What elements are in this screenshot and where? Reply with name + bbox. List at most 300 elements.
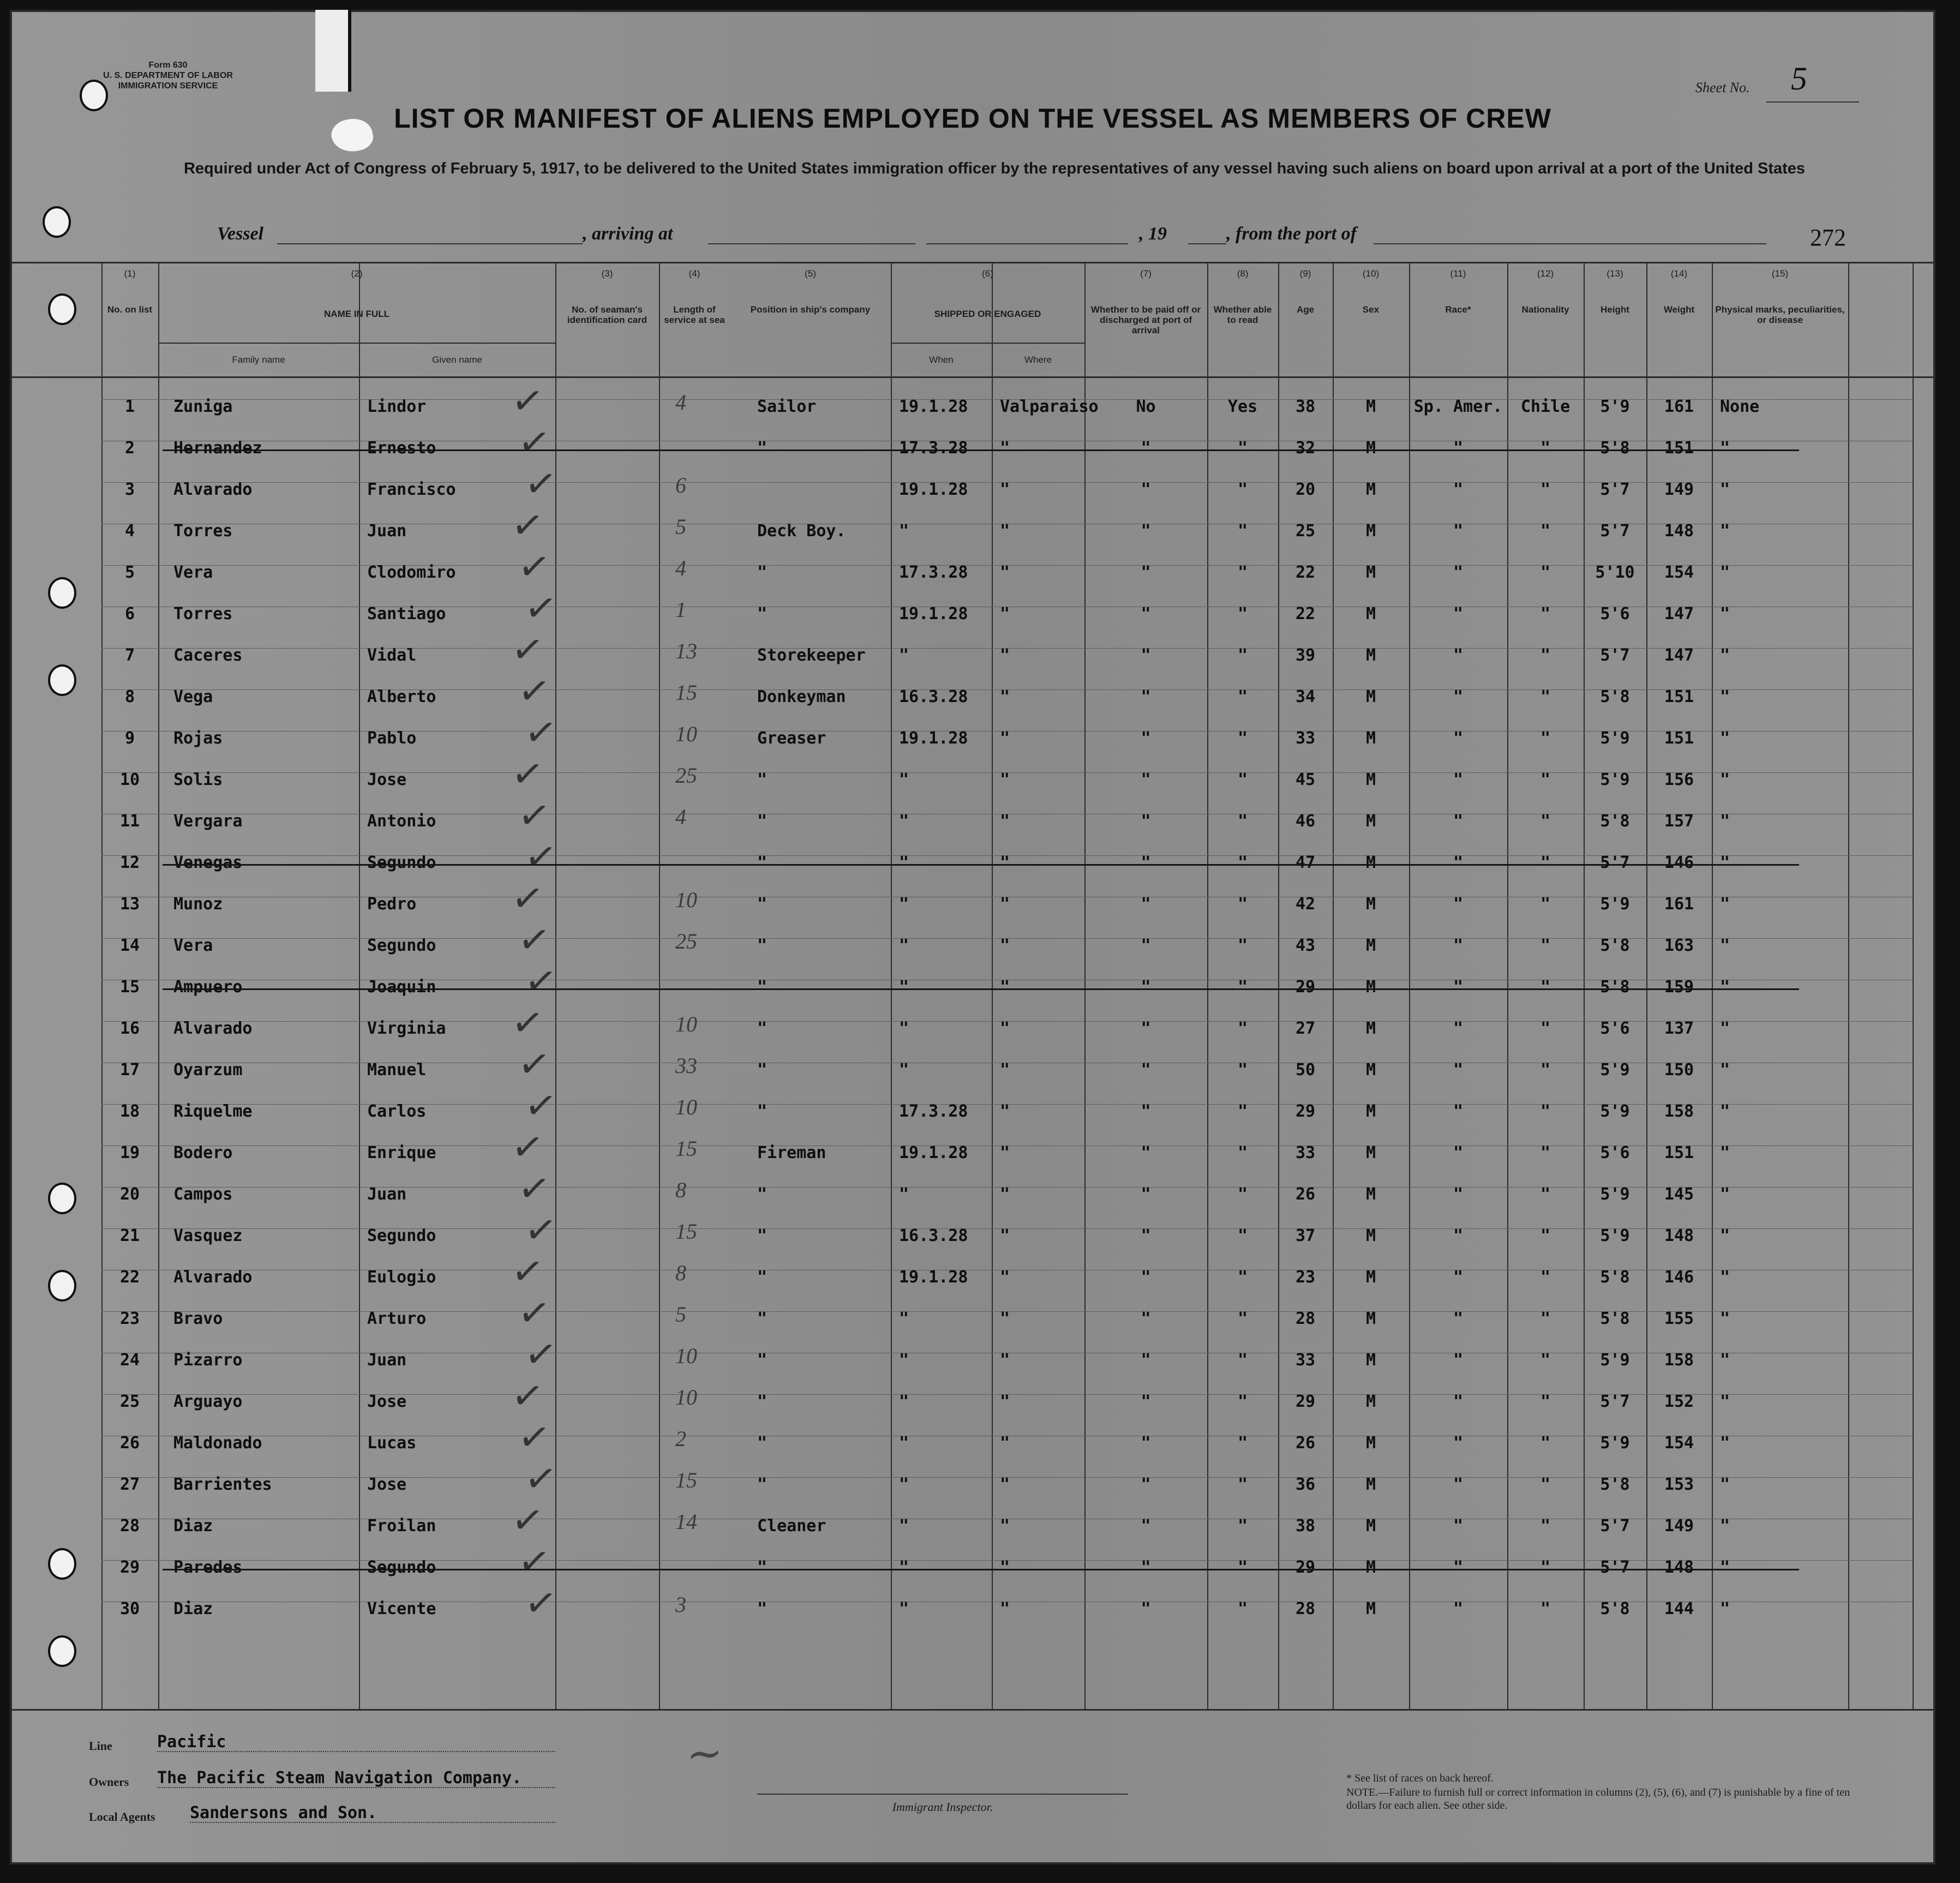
check-mark-icon: ✓ [515, 542, 554, 591]
cell-age: 29 [1295, 1558, 1316, 1577]
cell-service: 15 [675, 680, 697, 705]
cell-height: 5'9 [1600, 1102, 1630, 1121]
cell-height: 5'7 [1600, 853, 1630, 872]
column-header: Sex [1362, 304, 1380, 315]
cell-family: Zuniga [173, 397, 233, 416]
cell-no: 16 [119, 1019, 140, 1038]
cell-sex: M [1365, 729, 1376, 748]
cell-no: 25 [119, 1392, 140, 1411]
column-header: NAME IN FULL [324, 309, 389, 319]
cell-age: 47 [1295, 853, 1316, 872]
cell-race: " [1453, 1226, 1464, 1245]
cell-sex: M [1365, 936, 1376, 955]
cell-family: Bodero [173, 1143, 233, 1162]
cell-position: " [757, 853, 768, 872]
cell-where: Valparaiso [1000, 397, 1099, 416]
check-mark-icon: ✓ [508, 749, 547, 799]
cell-height: 5'7 [1600, 1558, 1630, 1577]
cell-read: " [1237, 1558, 1248, 1577]
cell-paid: " [1141, 978, 1151, 997]
cell-position: " [757, 439, 768, 458]
cell-no: 27 [119, 1475, 140, 1494]
cell-position: " [757, 1102, 768, 1121]
cell-nationality: " [1540, 1475, 1551, 1494]
cell-race: " [1453, 1060, 1464, 1080]
cell-read: " [1237, 770, 1248, 789]
cell-sex: M [1365, 1309, 1376, 1328]
cell-weight: 161 [1664, 895, 1694, 914]
header-sub-rule [891, 343, 1084, 344]
cell-race: " [1453, 1392, 1464, 1411]
column-number: (15) [1771, 268, 1789, 279]
cell-age: 46 [1295, 812, 1316, 831]
cell-sex: M [1365, 1558, 1376, 1577]
cell-read: " [1237, 1143, 1248, 1162]
cell-when: " [899, 1599, 909, 1618]
cell-no: 21 [119, 1226, 140, 1245]
cell-given: Segundo [367, 936, 436, 955]
cell-family: Riquelme [173, 1102, 253, 1121]
inspector-signature: ~ [684, 1726, 725, 1780]
cell-age: 32 [1295, 439, 1316, 458]
cell-race: " [1453, 1019, 1464, 1038]
cell-when: 17.3.28 [899, 563, 968, 582]
cell-family: Vera [173, 563, 213, 582]
cell-weight: 147 [1664, 646, 1694, 665]
cell-where: " [1000, 480, 1010, 499]
strike-through-line [163, 864, 1799, 866]
arriving-blank-2 [926, 243, 1128, 244]
cell-paid: " [1141, 521, 1151, 541]
cell-service: 15 [675, 1468, 697, 1492]
column-number: (8) [1237, 268, 1249, 279]
cell-when: " [899, 853, 909, 872]
cell-family: Maldonado [173, 1434, 262, 1453]
cell-race: " [1453, 770, 1464, 789]
cell-paid: " [1141, 1309, 1151, 1328]
cell-no: 8 [124, 687, 135, 706]
owners-label: Owners [89, 1775, 129, 1789]
cell-where: " [1000, 563, 1010, 582]
column-rule [659, 262, 660, 1709]
column-number: (2) [351, 268, 363, 279]
cell-height: 5'9 [1600, 1351, 1630, 1370]
cell-marks: " [1720, 853, 1730, 872]
column-number: (12) [1537, 268, 1554, 279]
sheet-number-label: Sheet No. [1695, 80, 1750, 95]
cell-weight: 151 [1664, 687, 1694, 706]
cell-race: " [1453, 521, 1464, 541]
cell-sex: M [1365, 1516, 1376, 1536]
cell-family: Oyarzum [173, 1060, 243, 1080]
cell-read: " [1237, 480, 1248, 499]
cell-given: Carlos [367, 1102, 427, 1121]
check-mark-icon: ✓ [515, 915, 554, 964]
cell-service: 4 [675, 556, 686, 580]
check-mark-icon: ✓ [522, 1206, 560, 1255]
races-note: * See list of races on back hereof. [1346, 1772, 1494, 1784]
cell-nationality: " [1540, 1268, 1551, 1287]
cell-weight: 154 [1664, 563, 1694, 582]
cell-where: " [1000, 770, 1010, 789]
cell-race: " [1453, 1599, 1464, 1618]
cell-age: 36 [1295, 1475, 1316, 1494]
column-subheader: Family name [232, 355, 285, 365]
cell-marks: " [1720, 1516, 1730, 1536]
cell-height: 5'8 [1600, 812, 1630, 831]
cell-weight: 144 [1664, 1599, 1694, 1618]
cell-no: 20 [119, 1185, 140, 1204]
cell-nationality: " [1540, 480, 1551, 499]
cell-position: " [757, 895, 768, 914]
cell-no: 19 [119, 1143, 140, 1162]
cell-weight: 159 [1664, 978, 1694, 997]
cell-age: 28 [1295, 1309, 1316, 1328]
cell-read: " [1237, 646, 1248, 665]
column-header: Position in ship's company [750, 304, 871, 315]
cell-no: 9 [124, 729, 135, 748]
cell-sex: M [1365, 1019, 1376, 1038]
cell-no: 5 [124, 563, 135, 582]
cell-read: " [1237, 1185, 1248, 1204]
cell-no: 1 [124, 397, 135, 416]
cell-when: 19.1.28 [899, 729, 968, 748]
cell-marks: None [1720, 397, 1760, 416]
cell-no: 17 [119, 1060, 140, 1080]
cell-weight: 158 [1664, 1102, 1694, 1121]
cell-position: " [757, 1060, 768, 1080]
cell-no: 10 [119, 770, 140, 789]
cell-paid: " [1141, 1102, 1151, 1121]
cell-when: 16.3.28 [899, 687, 968, 706]
binder-hole [43, 206, 71, 238]
cell-given: Jose [367, 1475, 407, 1494]
binder-hole [48, 1270, 76, 1302]
cell-given: Vidal [367, 646, 417, 665]
cell-family: Ampuero [173, 978, 243, 997]
cell-height: 5'7 [1600, 521, 1630, 541]
column-number: (14) [1670, 268, 1688, 279]
cell-when: " [899, 646, 909, 665]
cell-family: Diaz [173, 1599, 213, 1618]
cell-age: 29 [1295, 978, 1316, 997]
vessel-blank [277, 243, 583, 244]
cell-marks: " [1720, 936, 1730, 955]
cell-nationality: " [1540, 978, 1551, 997]
cell-when: " [899, 1475, 909, 1494]
column-subheader: Given name [432, 355, 482, 365]
cell-where: " [1000, 1434, 1010, 1453]
cell-nationality: " [1540, 1309, 1551, 1328]
cell-no: 12 [119, 853, 140, 872]
check-mark-icon: ✓ [522, 584, 560, 633]
cell-when: 19.1.28 [899, 1268, 968, 1287]
cell-height: 5'8 [1600, 1475, 1630, 1494]
cell-family: Torres [173, 521, 233, 541]
cell-marks: " [1720, 1143, 1730, 1162]
cell-height: 5'8 [1600, 687, 1630, 706]
cell-height: 5'8 [1600, 1268, 1630, 1287]
cell-read: " [1237, 1434, 1248, 1453]
column-subheader: When [929, 355, 954, 365]
cell-height: 5'9 [1600, 770, 1630, 789]
cell-service: 6 [675, 473, 686, 497]
cell-nationality: " [1540, 563, 1551, 582]
cell-marks: " [1720, 1019, 1730, 1038]
cell-sex: M [1365, 646, 1376, 665]
cell-when: " [899, 1516, 909, 1536]
cell-where: " [1000, 1102, 1010, 1121]
cell-age: 22 [1295, 604, 1316, 623]
cell-race: " [1453, 1475, 1464, 1494]
cell-where: " [1000, 1185, 1010, 1204]
cell-when: " [899, 1558, 909, 1577]
cell-service: 5 [675, 514, 686, 539]
cell-where: " [1000, 1599, 1010, 1618]
cell-race: " [1453, 1351, 1464, 1370]
cell-race: " [1453, 978, 1464, 997]
cell-where: " [1000, 1516, 1010, 1536]
cell-position: Storekeeper [757, 646, 866, 665]
binder-hole [48, 1635, 76, 1667]
column-header: Whether to be paid off or discharged at port of arrival [1090, 304, 1201, 335]
stamp-number: 272 [1810, 224, 1846, 251]
cell-height: 5'6 [1600, 604, 1630, 623]
year-label: , 19 [1139, 224, 1167, 244]
column-number: (6) [982, 268, 993, 279]
check-mark-icon: ✓ [522, 459, 560, 508]
cell-height: 5'8 [1600, 439, 1630, 458]
cell-family: Vasquez [173, 1226, 243, 1245]
cell-marks: " [1720, 1558, 1730, 1577]
column-number: (1) [124, 268, 136, 279]
cell-read: " [1237, 1060, 1248, 1080]
cell-given: Alberto [367, 687, 436, 706]
cell-read: " [1237, 1226, 1248, 1245]
cell-marks: " [1720, 1392, 1730, 1411]
cell-age: 38 [1295, 1516, 1316, 1536]
cell-sex: M [1365, 1434, 1376, 1453]
cell-read: " [1237, 1392, 1248, 1411]
binder-hole [48, 293, 76, 325]
cell-given: Pablo [367, 729, 417, 748]
cell-read: " [1237, 1599, 1248, 1618]
cell-race: " [1453, 480, 1464, 499]
owners-rule [157, 1787, 555, 1788]
column-header: Age [1296, 304, 1315, 315]
from-port-blank [1374, 243, 1766, 244]
page-title: LIST OR MANIFEST OF ALIENS EMPLOYED ON THE VESSEL AS MEMBERS OF CREW [394, 103, 1551, 134]
cell-read: " [1237, 978, 1248, 997]
cell-age: 33 [1295, 729, 1316, 748]
cell-race: " [1453, 1434, 1464, 1453]
cell-when: " [899, 770, 909, 789]
agents-label: Local Agents [89, 1810, 155, 1824]
cell-sex: M [1365, 1102, 1376, 1121]
cell-paid: " [1141, 563, 1151, 582]
cell-paid: " [1141, 936, 1151, 955]
cell-family: Pizarro [173, 1351, 243, 1370]
cell-family: Vega [173, 687, 213, 706]
cell-race: " [1453, 1309, 1464, 1328]
check-mark-icon: ✓ [522, 1454, 560, 1503]
arriving-label: , arriving at [583, 224, 673, 244]
cell-marks: " [1720, 604, 1730, 623]
binder-hole [48, 1183, 76, 1214]
check-mark-icon: ✓ [508, 1123, 547, 1172]
cell-service: 10 [675, 887, 697, 912]
cell-height: 5'8 [1600, 1599, 1630, 1618]
cell-marks: " [1720, 439, 1730, 458]
cell-family: Paredes [173, 1558, 243, 1577]
cell-given: Joaquin [367, 978, 436, 997]
cell-position: Deck Boy. [757, 521, 846, 541]
cell-height: 5'8 [1600, 936, 1630, 955]
cell-where: " [1000, 439, 1010, 458]
cell-race: " [1453, 439, 1464, 458]
cell-when: " [899, 1019, 909, 1038]
cell-read: " [1237, 1102, 1248, 1121]
cell-service: 10 [675, 1385, 697, 1410]
cell-marks: " [1720, 646, 1730, 665]
cell-age: 45 [1295, 770, 1316, 789]
cell-no: 22 [119, 1268, 140, 1287]
check-mark-icon: ✓ [508, 874, 547, 923]
cell-no: 26 [119, 1434, 140, 1453]
cell-service: 10 [675, 1344, 697, 1368]
column-header: Physical marks, peculiarities, or disease [1715, 304, 1845, 325]
cell-where: " [1000, 812, 1010, 831]
cell-marks: " [1720, 521, 1730, 541]
cell-read: Yes [1227, 397, 1258, 416]
cell-marks: " [1720, 1599, 1730, 1618]
cell-nationality: " [1540, 1599, 1551, 1618]
cell-when: 19.1.28 [899, 1143, 968, 1162]
cell-position: " [757, 936, 768, 955]
cell-service: 2 [675, 1426, 686, 1451]
cell-sex: M [1365, 812, 1376, 831]
cell-weight: 150 [1664, 1060, 1694, 1080]
cell-no: 14 [119, 936, 140, 955]
binder-hole [48, 1548, 76, 1580]
cell-weight: 151 [1664, 1143, 1694, 1162]
cell-paid: " [1141, 1060, 1151, 1080]
cell-weight: 163 [1664, 936, 1694, 955]
check-mark-icon: ✓ [508, 501, 547, 550]
column-header: Nationality [1521, 304, 1569, 315]
column-header: Height [1601, 304, 1629, 315]
cell-height: 5'8 [1600, 1309, 1630, 1328]
cell-where: " [1000, 521, 1010, 541]
cell-race: " [1453, 687, 1464, 706]
cell-service: 25 [675, 929, 697, 954]
column-number: (5) [805, 268, 816, 279]
cell-when: " [899, 1434, 909, 1453]
cell-paid: " [1141, 1599, 1151, 1618]
cell-nationality: " [1540, 895, 1551, 914]
cell-weight: 152 [1664, 1392, 1694, 1411]
cell-nationality: " [1540, 1392, 1551, 1411]
cell-age: 20 [1295, 480, 1316, 499]
cell-read: " [1237, 729, 1248, 748]
cell-age: 23 [1295, 1268, 1316, 1287]
cell-age: 29 [1295, 1102, 1316, 1121]
cell-family: Alvarado [173, 1019, 253, 1038]
cell-read: " [1237, 1309, 1248, 1328]
cell-given: Francisco [367, 480, 456, 499]
cell-sex: M [1365, 1268, 1376, 1287]
cell-service: 1 [675, 597, 686, 622]
strike-through-line [163, 449, 1799, 451]
column-number: (7) [1140, 268, 1152, 279]
check-mark-icon: ✓ [522, 1579, 560, 1628]
cell-where: " [1000, 1143, 1010, 1162]
cell-read: " [1237, 1516, 1248, 1536]
cell-marks: " [1720, 1102, 1730, 1121]
column-subheader: Where [1024, 355, 1052, 365]
cell-no: 18 [119, 1102, 140, 1121]
cell-paid: " [1141, 1351, 1151, 1370]
cell-no: 29 [119, 1558, 140, 1577]
cell-service: 8 [675, 1261, 686, 1285]
cell-nationality: " [1540, 812, 1551, 831]
cell-race: " [1453, 895, 1464, 914]
cell-paid: No [1136, 397, 1156, 416]
cell-position: " [757, 770, 768, 789]
cell-sex: M [1365, 1392, 1376, 1411]
cell-height: 5'9 [1600, 1060, 1630, 1080]
agents-value: Sandersons and Son. [190, 1803, 377, 1822]
cell-weight: 158 [1664, 1351, 1694, 1370]
cell-family: Solis [173, 770, 223, 789]
line-rule [157, 1751, 555, 1752]
cell-position: " [757, 1392, 768, 1411]
cell-service: 15 [675, 1136, 697, 1161]
cell-given: Clodomiro [367, 563, 456, 582]
cell-position: " [757, 978, 768, 997]
cell-nationality: " [1540, 1019, 1551, 1038]
cell-nationality: " [1540, 1516, 1551, 1536]
cell-sex: M [1365, 604, 1376, 623]
cell-no: 13 [119, 895, 140, 914]
cell-position: " [757, 1558, 768, 1577]
cell-nationality: " [1540, 604, 1551, 623]
cell-marks: " [1720, 563, 1730, 582]
cell-marks: " [1720, 687, 1730, 706]
cell-height: 5'7 [1600, 1392, 1630, 1411]
cell-family: Rojas [173, 729, 223, 748]
cell-marks: " [1720, 1268, 1730, 1287]
cell-age: 43 [1295, 936, 1316, 955]
cell-paid: " [1141, 1019, 1151, 1038]
cell-race: " [1453, 729, 1464, 748]
cell-height: 5'8 [1600, 978, 1630, 997]
cell-weight: 148 [1664, 1226, 1694, 1245]
cell-read: " [1237, 604, 1248, 623]
cell-given: Enrique [367, 1143, 436, 1162]
binder-hole [48, 664, 76, 696]
check-mark-icon: ✓ [515, 1537, 554, 1586]
cell-position: " [757, 1309, 768, 1328]
cell-position: " [757, 1268, 768, 1287]
cell-family: Arguayo [173, 1392, 243, 1411]
cell-position: " [757, 563, 768, 582]
cell-when: 17.3.28 [899, 1102, 968, 1121]
cell-where: " [1000, 604, 1010, 623]
cell-paid: " [1141, 1392, 1151, 1411]
cell-when: " [899, 1309, 909, 1328]
column-header: Weight [1663, 304, 1695, 315]
